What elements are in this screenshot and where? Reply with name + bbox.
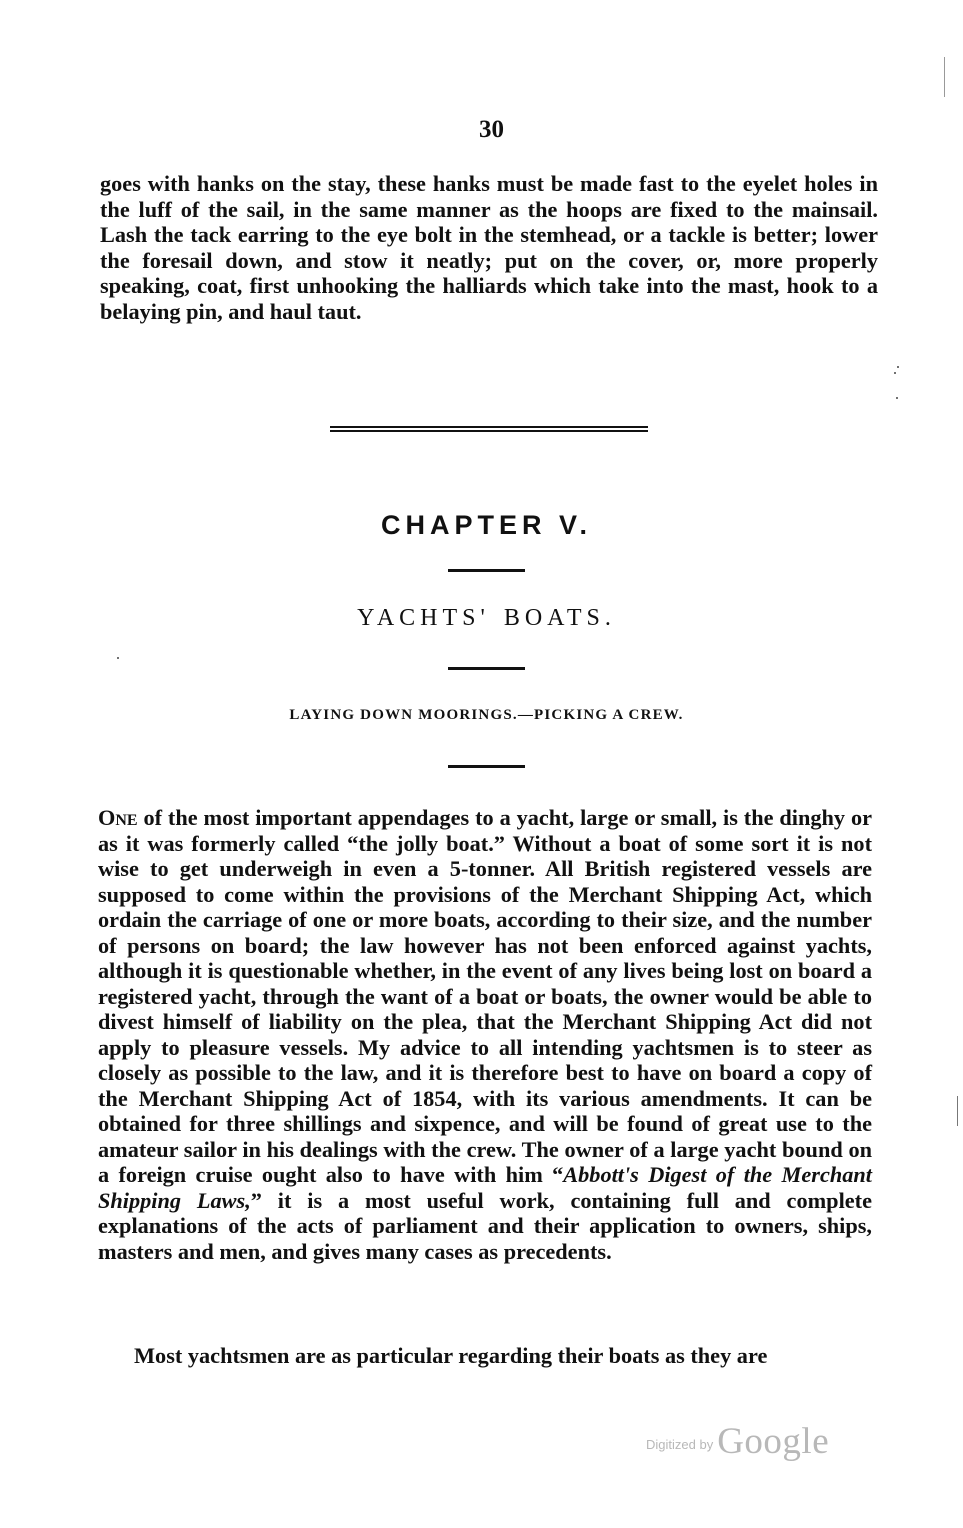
page-number: 30 [479,116,504,143]
short-rule [448,765,525,768]
scan-margin-mark [957,1096,958,1126]
italic-book-title: Abbott's Digest of the Merchant Shipping Laws, [98,1162,872,1213]
short-rule [448,667,525,670]
scan-speck [117,657,119,659]
chapter-subtitle: LAYING DOWN MOORINGS.—PICKING A CREW. [289,707,684,723]
digitized-by-watermark [646,1420,829,1463]
scan-speck [894,372,896,374]
scan-margin-mark [944,57,945,97]
chapter-heading: CHAPTER V. [380,510,593,540]
chapter-title-word-1: YACHTS' [357,605,490,631]
body-text-part-1: of the most important appendages to a yacht, large or small, is the dinghy or as it was formerly called “the jolly boat.” Without a boat of some sort it is not wise to get underweigh in even a 5-tonner. All British registered vessels are supposed to come within the provisions of the Merchant Shipping Act, which ordain the carriage of one or more boats, according to their size, and the number of persons on board; the law however has not been enforced against yachts, although it is questionable whether, in the event of any lives being lost on board a registered yacht, through the want of a boat or boats, the owner would be able to divest himself of liability on the plea, that the Merchant Shipping Act did not apply to pleasure vessels. My advice to all intending yachtsmen is to steer as closely as possible to the law, and it is therefore best to have on board a copy of the Merchant Shipping Act of 1854, with its various amendments. It can be obtained for three shillings and sixpence, and will be found of great use to the amateur sailor in his dealings with the crew. The owner of a large yacht bound on a foreign cruise ought also to have with him “ [98,805,872,1187]
top-paragraph: goes with hanks on the stay, these hanks must be made fast to the eyelet holes in the luff of the sail, in the same manner as the hoops are fixed to the mainsail. Lash the tack earring to the eye bolt in the stemhead, or a tackle is better; lower the foresail down, and stow it neatly; put on the cover, or, more properly speaking, coat, first unhooking the halliards which take into the mast, hook to a belaying pin, and haul taut. [100,171,878,324]
body-paragraph [98,805,872,1264]
section-divider-double-rule [330,426,648,432]
drop-word: One [98,805,138,830]
watermark-prefix: Digitized by [646,1437,714,1452]
scan-speck [896,397,898,399]
short-rule [448,569,525,572]
scan-speck [897,366,899,368]
continuation-line: Most yachtsmen are as particular regarding their boats as they are [134,1343,768,1368]
chapter-title-word-2: BOATS. [503,605,616,631]
chapter-title [0,605,963,632]
body-text-part-2: ” it is a most useful work, containing full and complete explanations of the acts of parliament and their application to owners, ships, masters and men, and gives many cases as precedents. [98,1187,872,1264]
google-logo: Google [717,1421,830,1462]
